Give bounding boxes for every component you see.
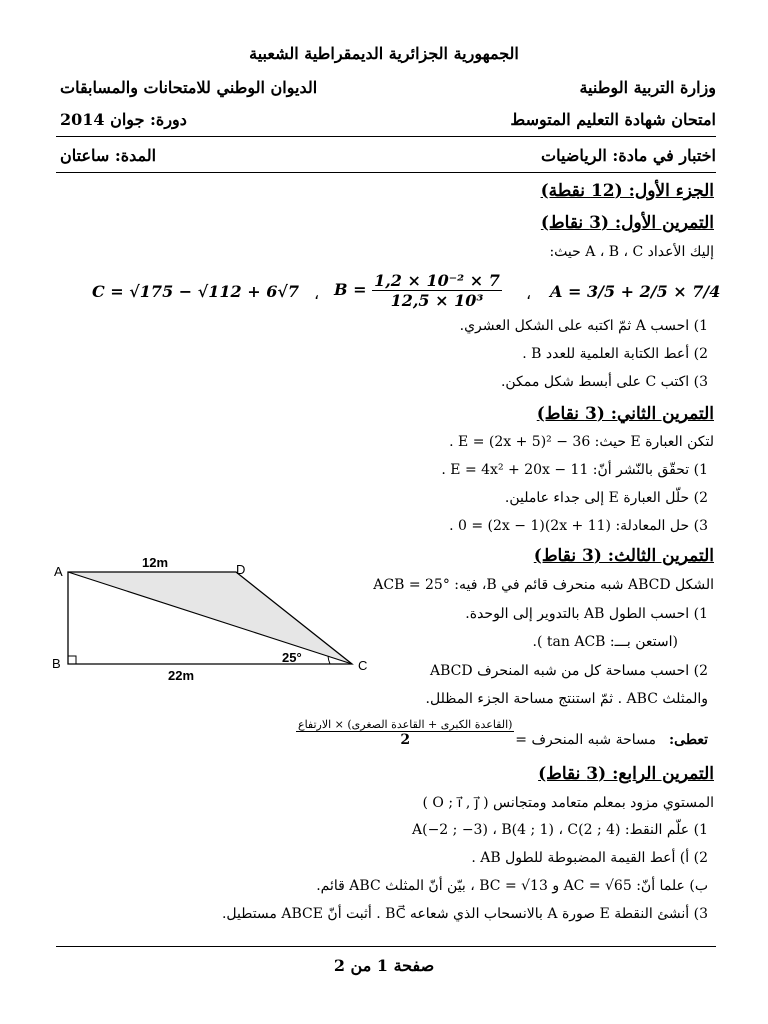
B-fraction (372, 271, 502, 310)
session: دورة: جوان 2014 (60, 110, 187, 129)
republic-title: الجمهورية الجزائرية الديمقراطية الشعبية (249, 44, 519, 63)
exercise-4-title: التمرين الرابع: (3 نقاط) (538, 764, 714, 784)
exercise-2-intro: لتكن العبارة E حيث: E = (2x + 5)² − 36 . (449, 434, 714, 450)
exercise-3-q1-hint: (استعن بـــ: tan ACB ). (532, 634, 678, 650)
exercise-3-intro: الشكل ABCD شبه منحرف قائم في B، فيه: ACB = 25° (373, 577, 714, 593)
exercise-3-title: التمرين الثالث: (3 نقاط) (533, 546, 714, 566)
formula-left: مساحة شبه المنحرف = (515, 732, 656, 748)
exercise-2-q2: 2) حلّل العبارة E إلى جداء عاملين. (504, 490, 708, 506)
formula-denominator: 2 (400, 732, 411, 748)
vertex-A: A (54, 564, 63, 579)
part-title: الجزء الأول: (12 نقطة) (540, 181, 714, 201)
given-label: تعطى: (669, 732, 708, 748)
label-bottom-length: 22m (168, 668, 195, 683)
exercise-2-q3: 3) حل المعادلة: (2x + 11)(2x − 1) = 0 . (449, 518, 708, 534)
exercise-4-q2a: 2) أ) أعط القيمة المضبوطة للطول AB . (471, 850, 708, 866)
separator: ، (314, 284, 320, 303)
subject: اختبار في مادة: الرياضيات (541, 146, 716, 165)
exercise-2-title: التمرين الثاني: (3 نقاط) (536, 404, 714, 424)
vertex-D: D (236, 562, 246, 577)
header-divider (56, 136, 716, 137)
B-label: B = (334, 280, 367, 299)
footer-divider (56, 946, 716, 947)
expression-C: C = √175 − √112 + 6√7 (92, 282, 299, 301)
formula-fraction (296, 718, 514, 748)
exercise-1-title: التمرين الأول: (3 نقاط) (540, 213, 714, 233)
exercise-1-q3: 3) اكتب C على أبسط شكل ممكن. (500, 374, 708, 390)
vertex-C: C (358, 658, 368, 673)
exercise-1-q2: 2) أعط الكتابة العلمية للعدد B . (522, 346, 708, 362)
vertex-B: B (52, 656, 61, 671)
right-angle-marker (68, 656, 76, 664)
exam-office: الديوان الوطني للامتحانات والمسابقات (60, 78, 318, 97)
B-numerator: 1,2 × 10⁻² × 7 (374, 271, 500, 290)
label-angle: 25° (282, 650, 302, 665)
exercise-4-intro: المستوي مزود بمعلم متعامد ومتجانس ( O ; i⃗ , j⃗ ) (422, 795, 714, 811)
formula-numerator: (القاعدة الكبرى + القاعدة الصغرى) × الارتفاع (298, 718, 513, 731)
exercise-1-q1: 1) احسب A ثمّ اكتبه على الشكل العشري. (459, 318, 708, 334)
A-expr: 3/5 + 2/5 × 7/4 (586, 282, 721, 301)
A-label: A = (550, 282, 582, 301)
exercise-4-q1: 1) علّم النقط: A(−2 ; −3) ، B(4 ; 1) ، C(2 ; 4) (412, 822, 708, 838)
exercise-3-q2b: والمثلث ABC . ثمّ استنتج مساحة الجزء المظلل. (425, 691, 708, 707)
exercise-3-q1: 1) احسب الطول AB بالتدوير إلى الوحدة. (465, 606, 708, 622)
exercise-2-q1: 1) تحقّق بالنّشر أنّ: E = 4x² + 20x − 11 . (441, 462, 708, 478)
label-top-length: 12m (142, 556, 169, 570)
B-denominator: 12,5 × 10³ (390, 291, 484, 310)
separator-2: ، (526, 284, 532, 303)
expression-B (334, 271, 502, 310)
trapezoid-figure (46, 556, 376, 686)
ministry: وزارة التربية الوطنية (579, 78, 716, 97)
exercise-4-q3: 3) أنشئ النقطة E صورة A بالانسحاب الذي شعاعه BC⃗ . أثبت أنّ ABCE مستطيل. (221, 906, 708, 922)
exercise-3-q2a: 2) احسب مساحة كل من شبه المنحرف ABCD (430, 663, 708, 679)
exercise-4-q2b: ب) علما أنّ: AC = √65 و BC = √13 ، بيّن أنّ المثلث ABC قائم. (316, 878, 708, 894)
exam-name: امتحان شهادة التعليم المتوسط (510, 110, 716, 129)
exercise-1-intro: إليك الأعداد A ، B ، C حيث: (549, 244, 714, 260)
page-number: صفحة 1 من 2 (333, 956, 435, 975)
expression-A (550, 282, 720, 301)
duration: المدة: ساعتان (60, 146, 157, 165)
header-divider-2 (56, 172, 716, 173)
